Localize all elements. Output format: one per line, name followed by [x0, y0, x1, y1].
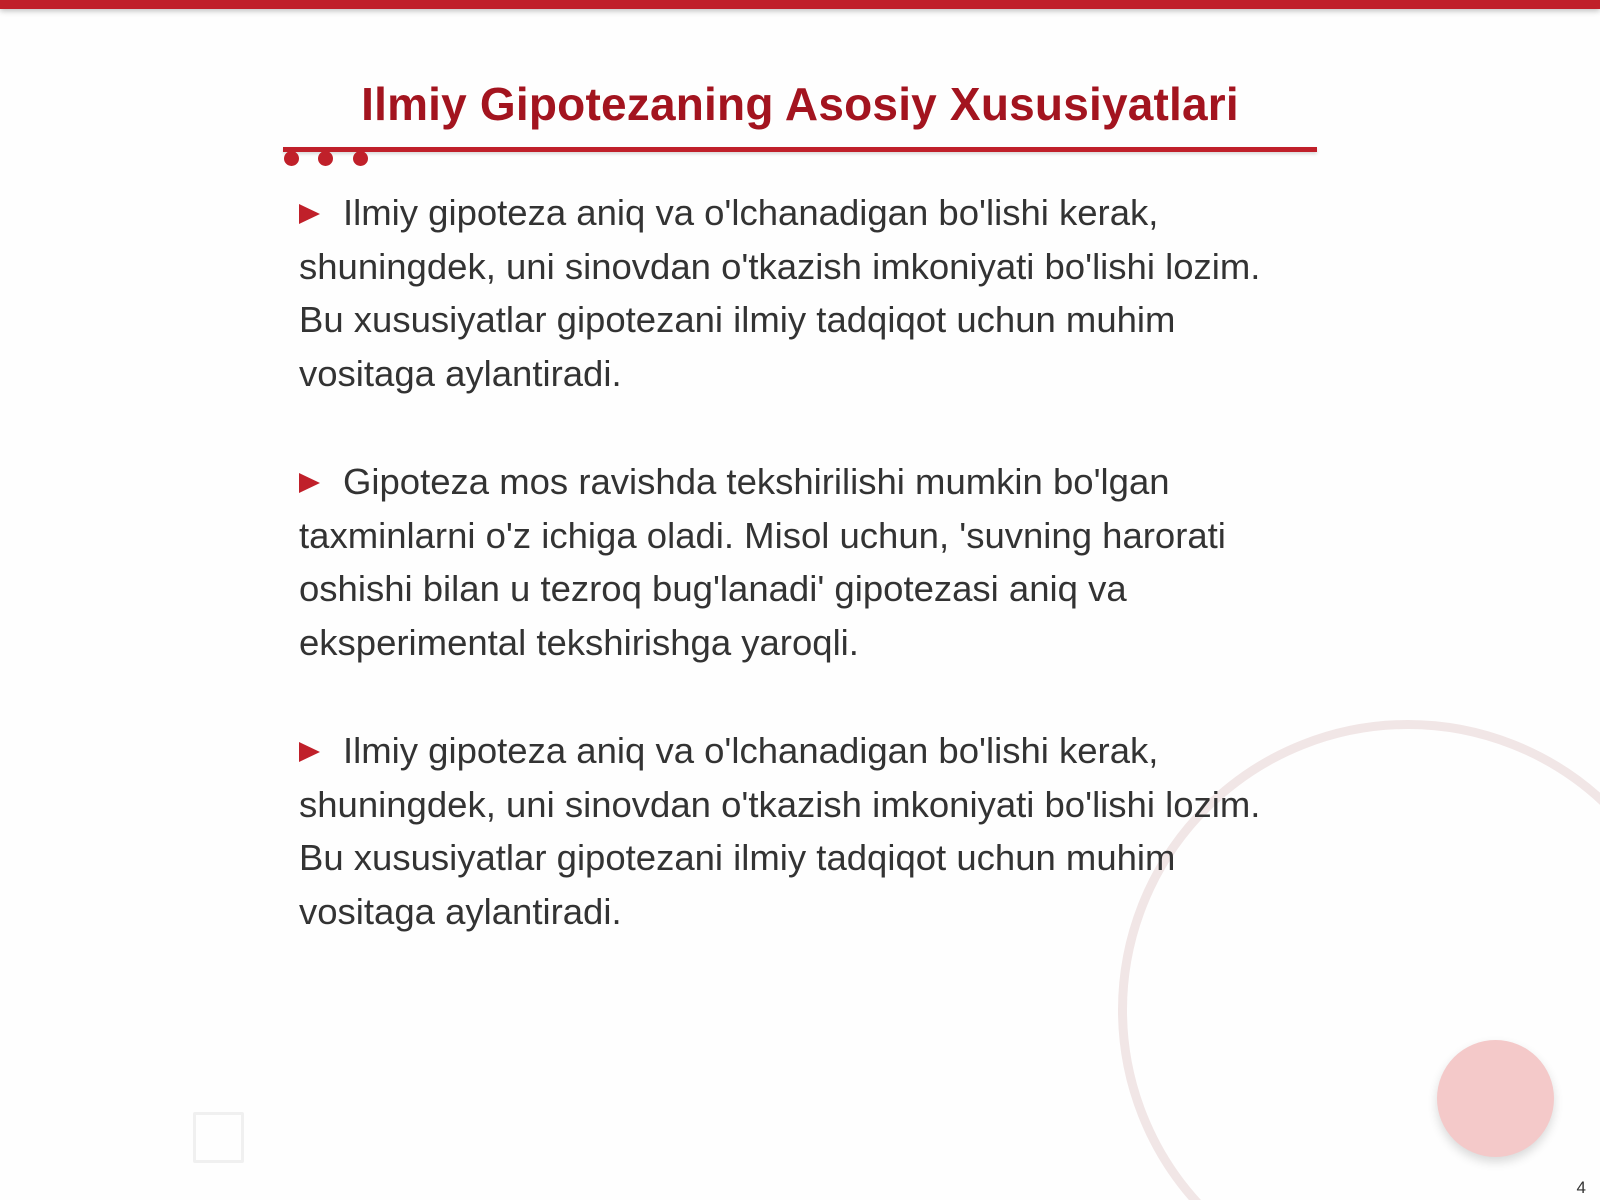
decorative-square: [193, 1112, 244, 1163]
triangle-right-icon: [299, 204, 320, 224]
underline-dot: [318, 151, 333, 166]
title-underline: [283, 147, 1317, 152]
bullet-text: Ilmiy gipoteza aniq va o'lchanadigan bo'lishi kerak, shuningdek, uni sinovdan o'tkazish imkoniyati bo'lishi lozim. Bu xususiyatlar gipotezani ilmiy tadqiqot uchun muhim vositaga aylantiradi.: [299, 730, 1261, 932]
underline-dot: [284, 151, 299, 166]
top-accent-bar: [0, 0, 1600, 9]
bullet-text: Ilmiy gipoteza aniq va o'lchanadigan bo'lishi kerak, shuningdek, uni sinovdan o'tkazish imkoniyati bo'lishi lozim. Bu xususiyatlar gipotezani ilmiy tadqiqot uchun muhim vositaga aylantiradi.: [299, 192, 1261, 394]
slide-number: 4: [1576, 1178, 1586, 1197]
bullet-item: [299, 455, 1289, 669]
triangle-right-icon: [299, 473, 320, 493]
bullet-list: [299, 186, 1289, 993]
bullet-item: [299, 724, 1289, 938]
underline-dot: [353, 151, 368, 166]
triangle-right-icon: [299, 742, 320, 762]
slide-title: Ilmiy Gipotezaning Asosiy Xususiyatlari: [361, 78, 1239, 130]
bullet-item: [299, 186, 1289, 400]
decorative-circle: [1437, 1040, 1554, 1157]
bullet-text: Gipoteza mos ravishda tekshirilishi mumkin bo'lgan taxminlarni o'z ichiga oladi. Misol uchun, 'suvning harorati oshishi bilan u tezroq bug'lanadi' gipotezasi aniq va eksperimental tekshirishga yaroqli.: [299, 461, 1226, 663]
